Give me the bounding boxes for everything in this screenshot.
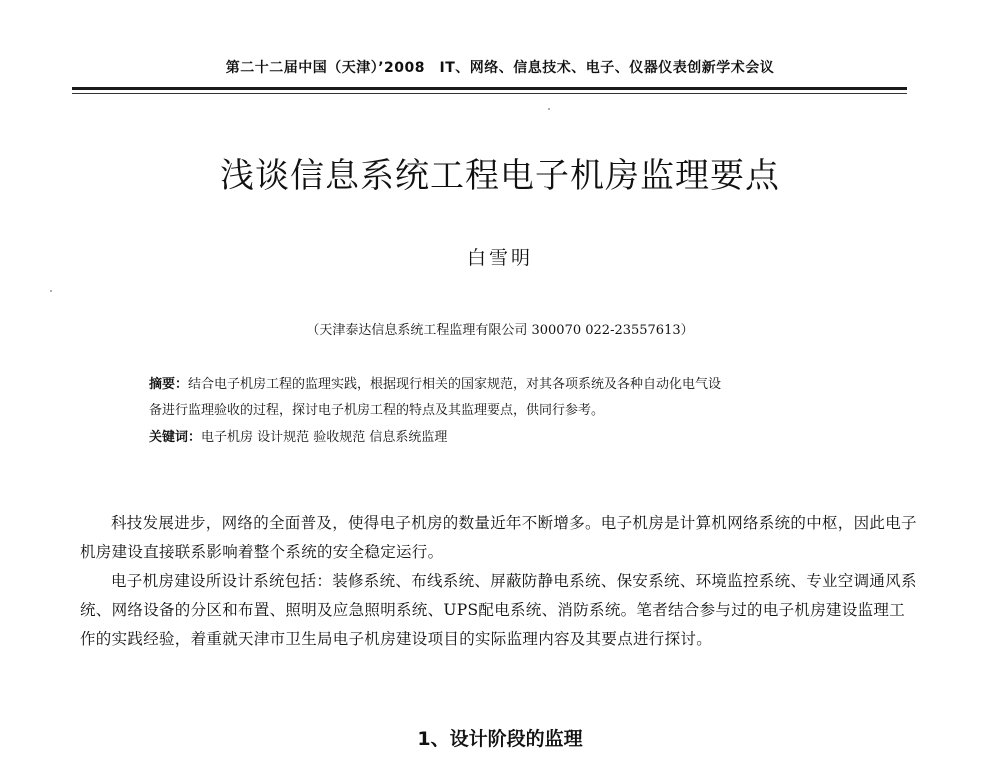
- abstract-line-1: [149, 372, 849, 398]
- header-rule-thick: [72, 87, 907, 90]
- abstract-text-2: 备进行监理验收的过程，探讨电子机房工程的特点及其监理要点，供同行参考。: [149, 403, 605, 418]
- keywords-text: 电子机房 设计规范 验收规范 信息系统监理: [201, 430, 448, 445]
- keywords-label: 关键词：: [149, 430, 202, 445]
- author-affiliation: （天津泰达信息系统工程监理有限公司 300070 022-23557613）: [306, 323, 694, 338]
- body-paragraph: 电子机房建设所设计系统包括：装修系统、布线系统、屏蔽防静电系统、保安系统、环境监控系统、专业空调通风系统、网络设备的分区和布置、照明及应急照明系统、UPS配电系统、消防系统。笔者结合参与过的电子机房建设监理工作的实践经验，着重就天津市卫生局电子机房建设项目的实际监理内容及其要点进行探讨。: [80, 572, 917, 648]
- abstract-line-2: [149, 398, 849, 424]
- header-rule-thin: [72, 93, 907, 94]
- abstract-text-1: 结合电子机房工程的监理实践，根据现行相关的国家规范，对其各项系统及各种自动化电气设: [188, 377, 722, 392]
- scan-speck: [548, 108, 550, 110]
- section-heading: 1、设计阶段的监理: [417, 728, 583, 750]
- paper-title: 浅谈信息系统工程电子机房监理要点: [220, 156, 780, 196]
- conference-header: 第二十二届中国（天津）’2008 IT、网络、信息技术、电子、仪器仪表创新学术会议: [225, 60, 775, 76]
- abstract-label: 摘要：: [149, 377, 189, 392]
- keywords-line: [149, 425, 849, 451]
- body-text: [80, 509, 920, 654]
- paper-author: 白雪明: [466, 247, 533, 269]
- scan-speck: [50, 290, 52, 292]
- body-paragraph: 科技发展进步，网络的全面普及，使得电子机房的数量近年不断增多。电子机房是计算机网络系统的中枢，因此电子机房建设直接联系影响着整个系统的安全稳定运行。: [80, 514, 917, 561]
